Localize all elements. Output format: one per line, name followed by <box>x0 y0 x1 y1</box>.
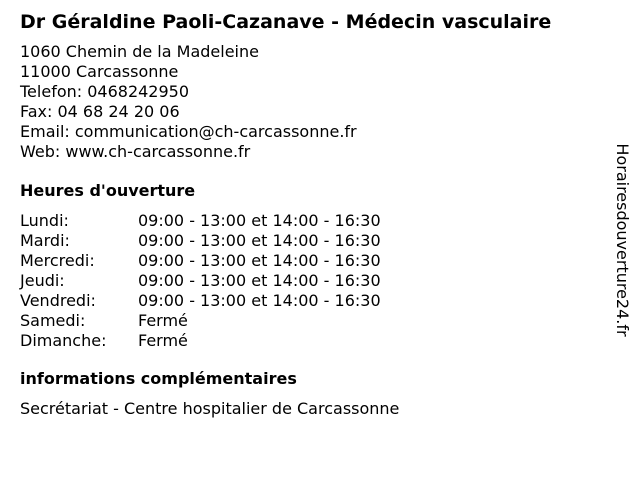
opening-hours-table <box>20 211 600 351</box>
hours-day: Samedi: <box>20 311 86 330</box>
hours-time: 09:00 - 13:00 et 14:00 - 16:30 <box>138 271 381 290</box>
hours-time: 09:00 - 13:00 et 14:00 - 16:30 <box>138 231 381 250</box>
hours-time: Fermé <box>138 331 188 350</box>
hours-row-thursday <box>20 271 600 291</box>
phone-line: Telefon: 0468242950 <box>20 82 190 101</box>
fax-line: Fax: 04 68 24 20 06 <box>20 102 180 121</box>
additional-info-heading: informations complémentaires <box>20 369 297 388</box>
hours-row-monday <box>20 211 600 231</box>
additional-info-text: Secrétariat - Centre hospitalier de Carcassonne <box>20 399 400 418</box>
business-card <box>20 10 600 419</box>
hours-row-tuesday <box>20 231 600 251</box>
hours-row-wednesday <box>20 251 600 271</box>
email-line: Email: communication@ch-carcassonne.fr <box>20 122 357 141</box>
page-title: Dr Géraldine Paoli-Cazanave - Médecin vasculaire <box>20 11 552 33</box>
hours-row-saturday <box>20 311 600 331</box>
web-line: Web: www.ch-carcassonne.fr <box>20 142 251 161</box>
hours-day: Lundi: <box>20 211 69 230</box>
address-line-2: 11000 Carcassonne <box>20 62 179 81</box>
hours-time: 09:00 - 13:00 et 14:00 - 16:30 <box>138 211 381 230</box>
opening-hours-heading: Heures d'ouverture <box>20 181 196 200</box>
hours-row-friday <box>20 291 600 311</box>
hours-time: Fermé <box>138 311 188 330</box>
hours-time: 09:00 - 13:00 et 14:00 - 16:30 <box>138 291 381 310</box>
address-line-1: 1060 Chemin de la Madeleine <box>20 42 259 61</box>
hours-day: Jeudi: <box>20 271 65 290</box>
hours-day: Mardi: <box>20 231 70 250</box>
contact-block <box>20 42 600 162</box>
site-watermark: Horairesdouverture24.fr <box>613 143 632 337</box>
hours-day: Dimanche: <box>20 331 107 350</box>
hours-time: 09:00 - 13:00 et 14:00 - 16:30 <box>138 251 381 270</box>
hours-row-sunday <box>20 331 600 351</box>
hours-day: Vendredi: <box>20 291 96 310</box>
hours-day: Mercredi: <box>20 251 95 270</box>
